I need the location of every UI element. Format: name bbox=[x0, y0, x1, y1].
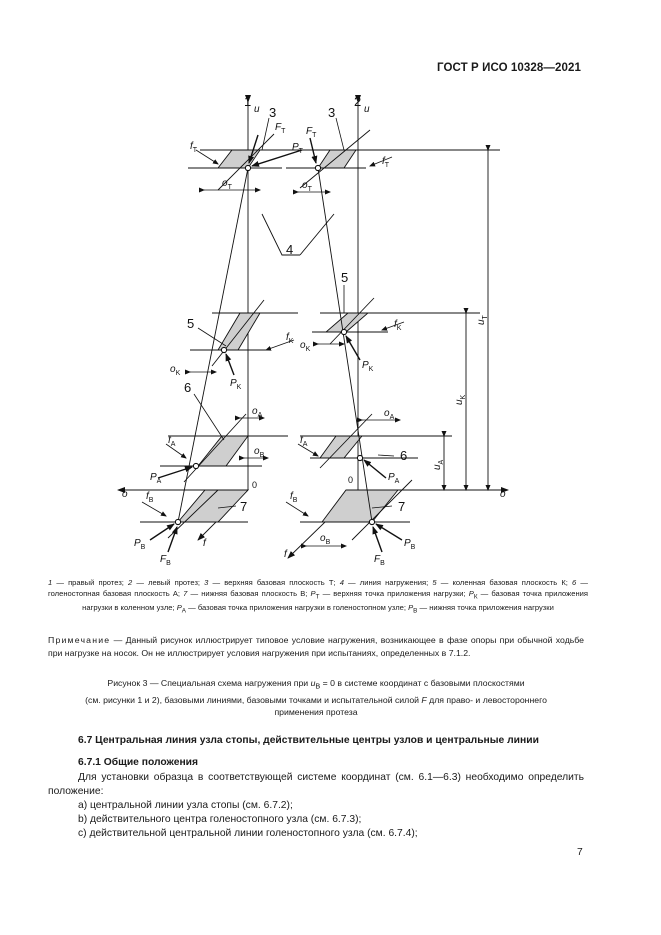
plane-T-right bbox=[318, 150, 356, 168]
key-7-right: 7 bbox=[398, 499, 406, 514]
label-fB-left: $f_B$ bbox=[146, 491, 154, 504]
label-PK-right: $P_K$ bbox=[362, 360, 374, 373]
label-origin-left: 0 bbox=[252, 480, 258, 490]
note-label: Примечание bbox=[48, 635, 111, 645]
label-uA: $u_A$ bbox=[432, 459, 445, 470]
key-4: 4 bbox=[286, 242, 294, 257]
label-oT-right: $o_T$ bbox=[302, 180, 312, 193]
section-paragraph: Для установки образца в соответствующей системе координат (см. 6.1—6.3) необходимо определить положение: bbox=[48, 772, 584, 797]
label-FB-left: $F_B$ bbox=[160, 554, 171, 567]
loading-scheme-figure bbox=[100, 88, 520, 578]
key-7-left: 7 bbox=[240, 499, 248, 514]
label-axis-2: 2 bbox=[354, 94, 362, 109]
label-origin-right: 0 bbox=[348, 475, 354, 485]
subsection-title: 6.7.1 Общие положения bbox=[78, 757, 198, 768]
label-uK: $u_K$ bbox=[454, 394, 467, 405]
label-fT-left: $f_T$ bbox=[190, 141, 198, 154]
label-oA-left: $o_A$ bbox=[252, 406, 263, 419]
point-PT-left bbox=[245, 165, 250, 170]
label-oB-right: $o_B$ bbox=[320, 533, 331, 546]
label-fA-left: $f_A$ bbox=[168, 435, 176, 448]
key-6-right: 6 bbox=[400, 448, 408, 463]
key-3-right: 3 bbox=[328, 105, 336, 120]
label-oK-right: $o_K$ bbox=[300, 340, 311, 353]
list-item: a) центральной линии узла стопы (см. 6.7.2); bbox=[78, 800, 293, 811]
point-PB-right bbox=[369, 519, 374, 524]
load-line-right bbox=[318, 168, 372, 522]
label-PA-left: $P_A$ bbox=[150, 472, 162, 485]
point-PB-left bbox=[175, 519, 180, 524]
label-FB-right: $F_B$ bbox=[374, 554, 385, 567]
plane-A-right bbox=[320, 436, 362, 458]
label-axis-1: 1 bbox=[244, 94, 252, 109]
note-text: — Данный рисунок иллюстрирует типовое условие нагружения, возникающее в фазе опоры при обычной ходьбе при нагрузке на носок. Он не иллюстрирует условия нагружения при испытаниях, определенных в 7.1.2. bbox=[48, 635, 584, 658]
point-PK-left bbox=[221, 347, 226, 352]
section-title: 6.7 Центральная линия узла стопы, действительные центры узлов и центральные линии bbox=[78, 735, 539, 746]
label-fK-right: $f_K$ bbox=[394, 319, 402, 332]
label-oK-left: $o_K$ bbox=[170, 364, 181, 377]
label-axis-o-left: o bbox=[122, 489, 128, 500]
loading-scheme-drawing bbox=[100, 88, 520, 578]
label-fB-right: $f_B$ bbox=[290, 491, 298, 504]
label-fA-right: $f_A$ bbox=[300, 435, 308, 448]
figure-legend: 1 — правый протез; 2 — левый протез; 3 — верхняя базовая плоскость Т; 4 — линия нагружения; 5 — коленная базовая плоскость К; 6 — голеностопная базовая плоскость А; 7 — нижняя базовая плоскость В; $P_Т$ — верхняя точка приложения нагрузки; $P_К$ — базовая точка приложения нагрузки в коленном узле; $P_А$ — базовая точка приложения нагрузки в голеностопном узле; $P_В$ — нижняя точка приложения нагрузки bbox=[48, 578, 588, 615]
point-PT-right bbox=[315, 165, 320, 170]
standard-header: ГОСТ Р ИСО 10328—2021 bbox=[436, 62, 581, 74]
label-oA-right: $o_A$ bbox=[384, 408, 395, 421]
label-oT-left: $o_T$ bbox=[222, 178, 232, 191]
key-3-left: 3 bbox=[269, 105, 277, 120]
figure-caption: Рисунок 3 — Специальная схема нагружения при $u_B = 0$ в системе координат с базовыми плоскостями (см. рисунки 1 и 2), базовыми линиями, базовыми точками и испытательной силой F для право- и левостороннего применения протеза bbox=[85, 678, 547, 718]
list-item: b) действительного центра голеностопного узла (см. 6.7.3); bbox=[78, 814, 362, 825]
point-PA-left bbox=[193, 463, 198, 468]
label-axis-f-right: f bbox=[284, 549, 287, 560]
page-number: 7 bbox=[577, 847, 583, 858]
label-FT-left: $F_T$ bbox=[275, 122, 286, 135]
plane-K-right bbox=[326, 313, 368, 332]
label-PB-left: $P_B$ bbox=[134, 538, 146, 551]
label-FT-right: $F_T$ bbox=[306, 126, 317, 139]
label-PK-left: $P_K$ bbox=[230, 378, 242, 391]
label-axis-f-left: f bbox=[203, 538, 206, 549]
label-PT-left: $P_T$ bbox=[292, 142, 303, 155]
label-axis-o-right: o bbox=[500, 489, 506, 500]
plane-A-left bbox=[198, 436, 248, 466]
label-PA-right: $P_A$ bbox=[388, 472, 400, 485]
list-item: c) действительной центральной линии голеностопного узла (см. 6.7.4); bbox=[78, 828, 418, 839]
point-PA-right bbox=[357, 455, 362, 460]
key-5-right: 5 bbox=[341, 270, 349, 285]
label-axis-u-1: u bbox=[254, 104, 260, 115]
label-oB-left: $o_B$ bbox=[254, 446, 265, 459]
key-6-left: 6 bbox=[184, 380, 192, 395]
label-PB-right: $P_B$ bbox=[404, 538, 416, 551]
label-uT: $u_T$ bbox=[476, 315, 489, 325]
figure-note bbox=[48, 634, 584, 660]
label-fK-left: $f_K$ bbox=[286, 332, 294, 345]
point-PK-right bbox=[341, 329, 346, 334]
key-5-left: 5 bbox=[187, 316, 195, 331]
label-axis-u-2: u bbox=[364, 104, 370, 115]
label-fT-right: $f_T$ bbox=[382, 156, 390, 169]
